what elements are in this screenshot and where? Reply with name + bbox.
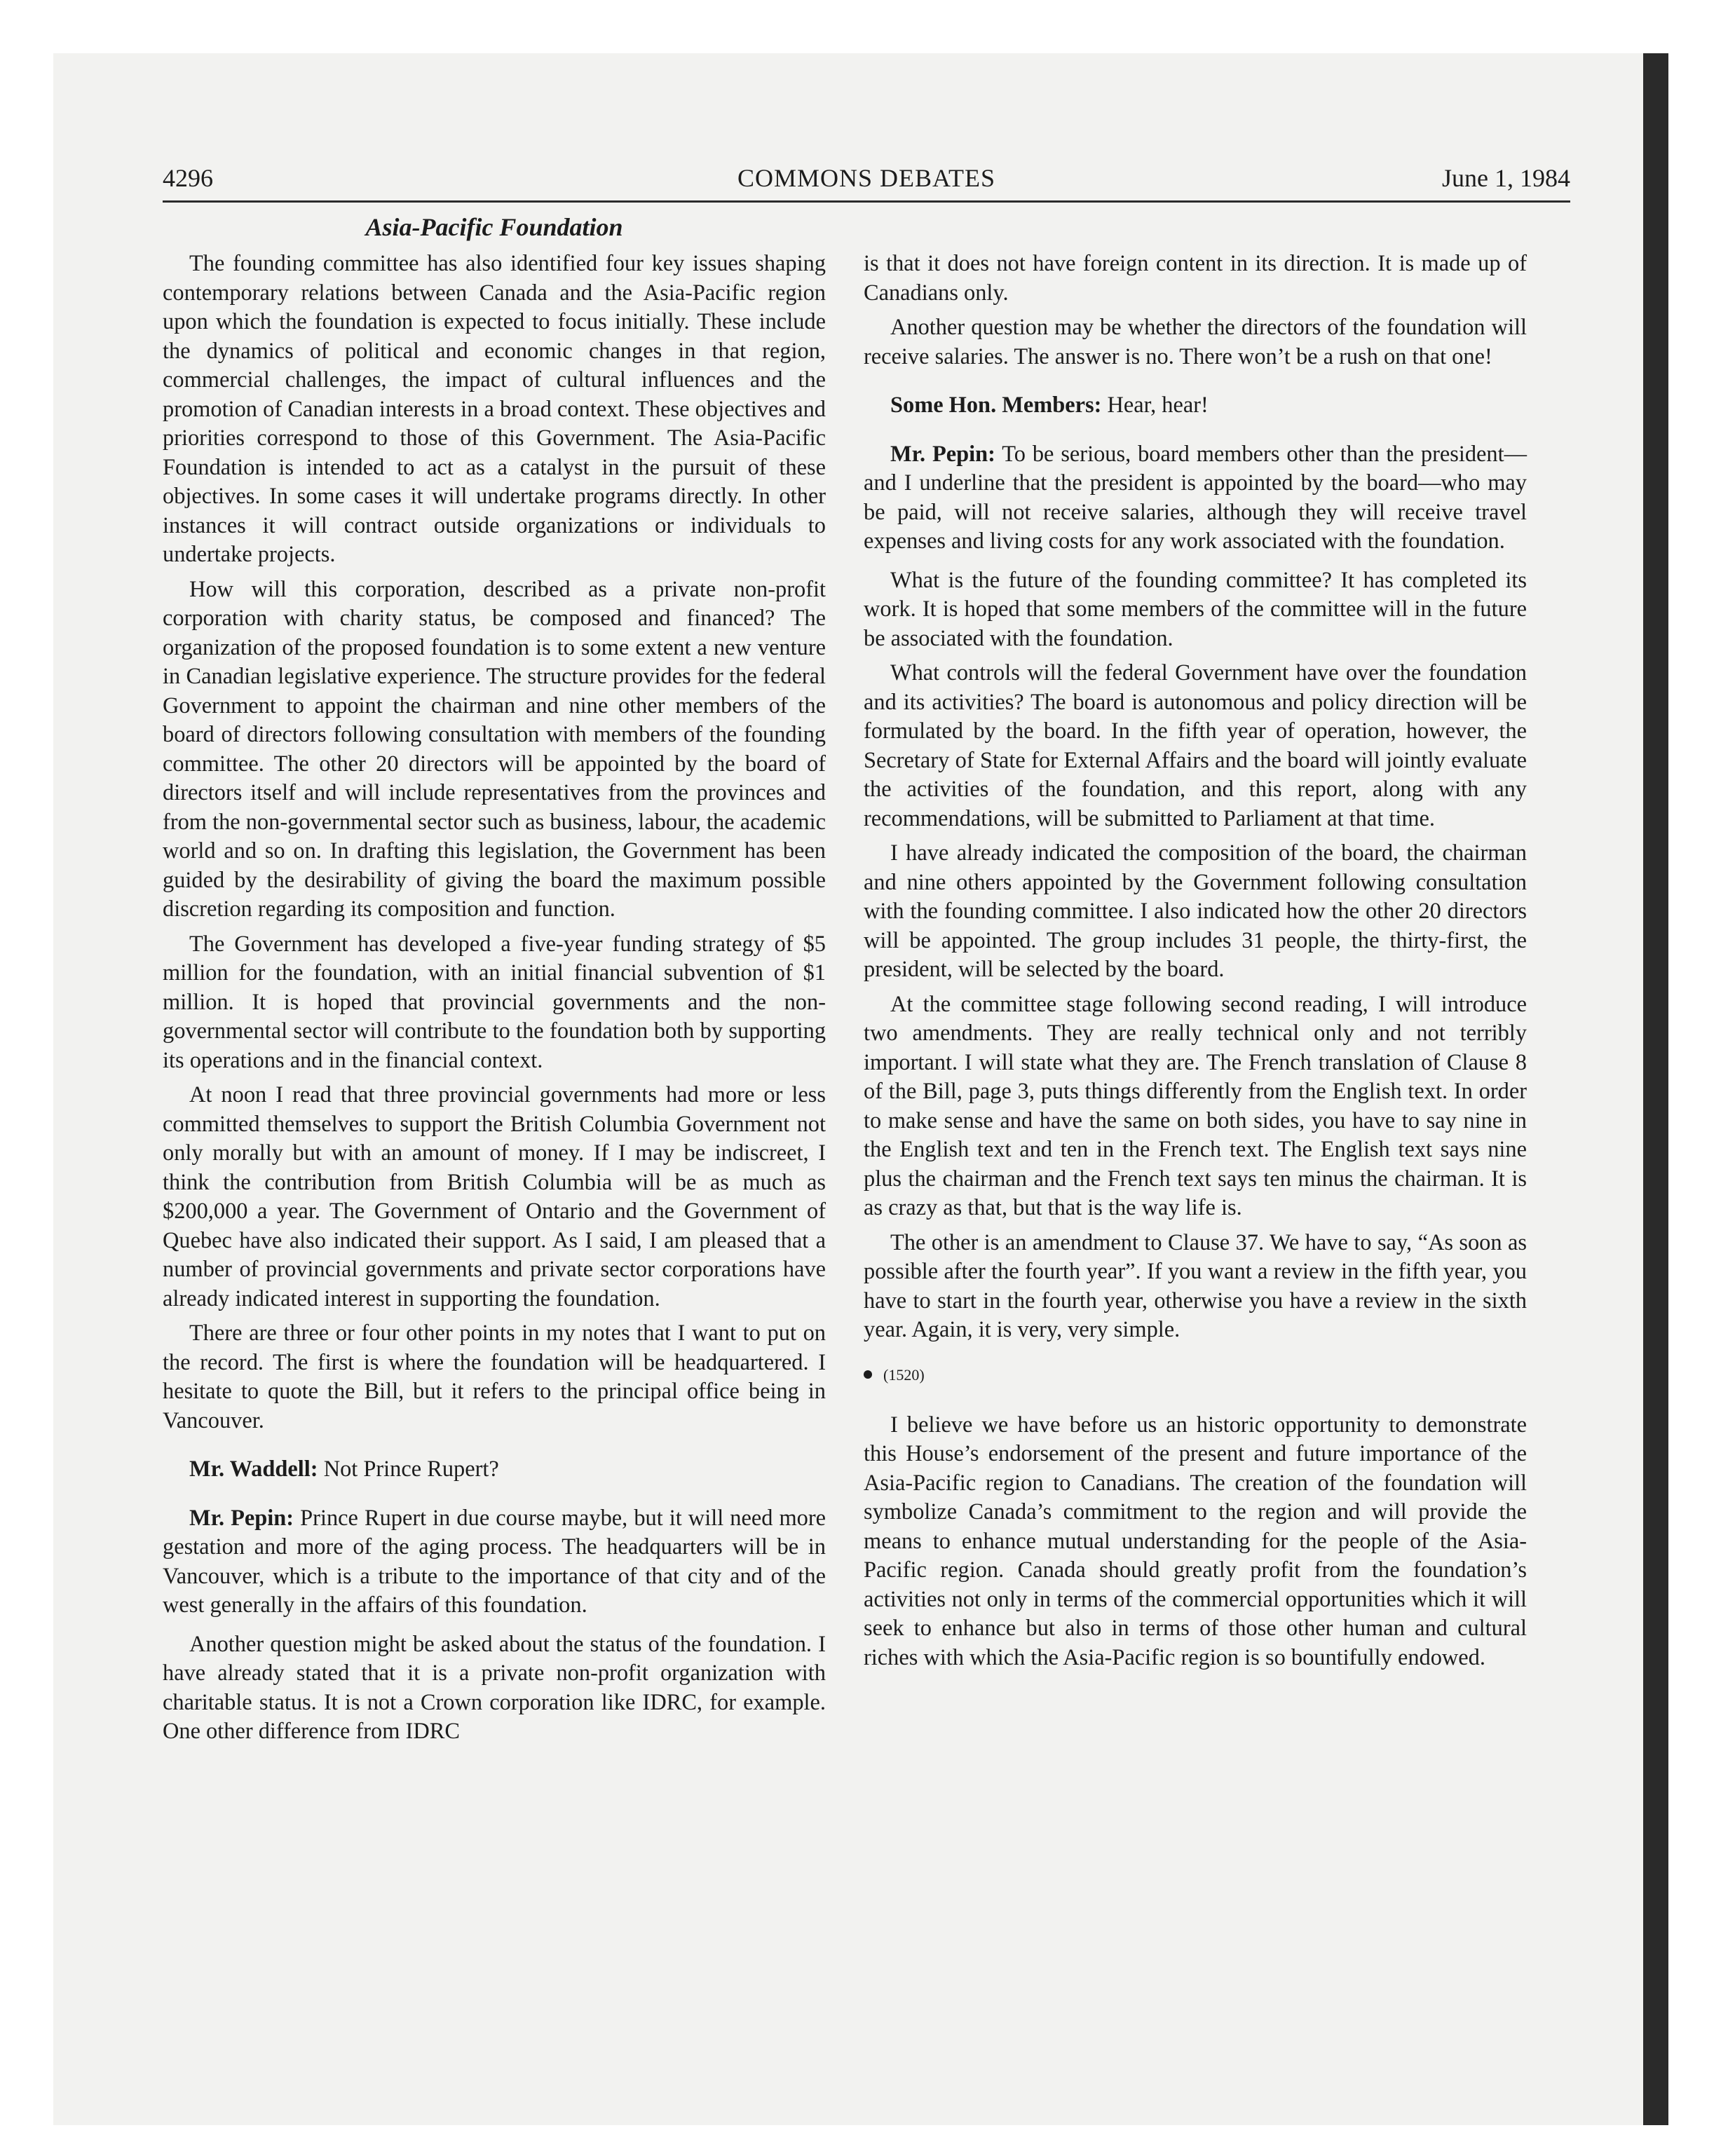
speaker-name: Mr. Pepin: [189, 1505, 294, 1531]
running-title: COMMONS DEBATES [737, 164, 996, 192]
body-paragraph: At the committee stage following second reading, I will introduce two amendments. They are really technical only and not terribly important. I will state what they are. The French translation of Clause 8 of the Bill, page 3, puts things differently from the English text. In order to make sense and have the same on both sides, you have to say nine in the English text and ten in the French text. The English text says nine plus the chairman and the French text says ten minus the chairman. It is as crazy as that, but that is the way life is. [864, 991, 1527, 1220]
body-paragraph: What is the future of the founding committee? It has completed its work. It is hoped that some members of the committee will in the future be associated with the foundation. [864, 567, 1527, 651]
body-paragraph: Another question might be asked about the status of the foundation. I have already stated that it is a private non-profit organization with charitable status. It is not a Crown corporation like IDRC, for example. One other difference from IDRC [163, 1631, 826, 1744]
speech-text: To be serious, board members other than the president—and I underline that the president is appointed by the board—who may be paid, will not receive salaries, although they will receive travel expenses and living costs for any work associated with the foundation. [864, 441, 1527, 554]
time-marker [864, 1365, 1527, 1386]
body-paragraph: Another question may be whether the directors of the foundation will receive salaries. The answer is no. There won’t be a rush on that one! [864, 315, 1527, 369]
body-paragraph: The other is an amendment to Clause 37. We have to say, “As soon as possible after the fourth year”. If you want a review in the fifth year, you have to start in the fourth year, otherwise you have a review in the sixth year. Again, it is very, very simple. [864, 1229, 1527, 1342]
speech-paragraph [163, 1504, 826, 1621]
body-paragraph: There are three or four other points in my notes that I want to put on the record. The first is where the foundation will be headquartered. I hesitate to quote the Bill, but it refers to the principal office being in Vancouver. [163, 1321, 826, 1433]
speech-paragraph [864, 440, 1527, 557]
time-marker-text: (1520) [883, 1365, 925, 1384]
body-paragraph: I believe we have before us an historic opportunity to demonstrate this House’s endorsement of the present and future importance of the Asia-Pacific region to Canadians. The creation of the foundation will symbolize Canada’s commitment to the region and will provide the means to enhance mutual understanding for the people of the Asia-Pacific region. Canada should greatly profit from the foundation’s activities not only in terms of the commercial opportunities which it will seek to enhance but also in terms of those other human and cultural riches with which the Asia-Pacific region is so bountifully endowed. [864, 1412, 1527, 1670]
speaker-name: Mr. Waddell: [189, 1456, 318, 1482]
body-paragraph: The Government has developed a five-year funding strategy of $5 million for the foundation, with an initial financial subvention of $1 million. It is hoped that provincial governments and the non-governmental sector will contribute to the foundation both by supporting its operations and in the financial context. [163, 931, 826, 1073]
page-number: 4296 [163, 164, 213, 192]
body-paragraph: The founding committee has also identified four key issues shaping contemporary relations between Canada and the Asia-Pacific region upon which the foundation is expected to focus initially. These include the dynamics of political and economic changes in that region, commercial challenges, the impact of cultural influences and the promotion of Canadian interests in a broad context. These objectives and priorities correspond to those of this Government. The Asia-Pacific Foundation is intended to act as a catalyst in the pursuit of these objectives. In some cases it will undertake programs directly. In other instances it will contract outside organizations or individuals to undertake projects. [163, 251, 826, 567]
scan-edge-shadow [1643, 53, 1668, 2125]
section-heading: Asia-Pacific Foundation [365, 213, 623, 241]
speech-paragraph [163, 1455, 826, 1485]
body-paragraph: At noon I read that three provincial governments had more or less committed themselves to support the British Columbia Government not only morally but with an amount of money. If I may be indiscreet, I think the contribution from British Columbia will be as much as $200,000 a year. The Government of Ontario and the Government of Quebec have also indicated their support. As I said, I am pleased that a number of provincial governments and private sector corporations have already indicated interest in supporting the foundation. [163, 1082, 826, 1311]
left-column [163, 250, 826, 1752]
speech-text: Hear, hear! [1107, 393, 1209, 418]
body-paragraph: What controls will the federal Government have over the foundation and its activities? The board is autonomous and policy direction will be formulated by the board. In the fifth year of operation, however, the Secretary of State for External Affairs and the board will jointly evaluate the activities of the foundation, and this report, along with any recommendations, will be submitted to Parliament at that time. [864, 660, 1527, 831]
body-paragraph: How will this corporation, described as a private non-profit corporation with charity status, be composed and financed? The organization of the proposed foundation is to some extent a new venture in Canadian legislative experience. The structure provides for the federal Government to appoint the chairman and nine other members of the board of directors following consultation with members of the founding committee. The other 20 directors will be appointed by the board of directors itself and will include representatives from the provinces and from the non-governmental sector such as business, labour, the academic world and so on. In drafting this legislation, the Government has been guided by the desirability of giving the board the maximum possible discretion regarding its composition and function. [163, 576, 826, 922]
speech-paragraph [864, 391, 1527, 421]
page-date: June 1, 1984 [1442, 164, 1570, 192]
right-column [864, 250, 1527, 1678]
body-paragraph: I have already indicated the composition of the board, the chairman and nine others appointed by the Government following consultation with the founding committee. I also indicated how the other 20 directors will be appointed. The group includes 31 people, the thirty-first, the president, will be selected by the board. [864, 840, 1527, 982]
speaker-name: Mr. Pepin: [890, 441, 995, 467]
speech-text: Prince Rupert in due course maybe, but it will need more gestation and more of the aging process. The headquarters will be in Vancouver, which is a tribute to the importance of that city and of the west generally in the affairs of this foundation. [163, 1505, 826, 1618]
page-header [163, 158, 1570, 203]
bullet-icon [864, 1370, 872, 1379]
body-paragraph: is that it does not have foreign content in its direction. It is made up of Canadians only. [864, 251, 1527, 306]
speaker-name: Some Hon. Members: [890, 393, 1102, 418]
speech-text: Not Prince Rupert? [323, 1456, 499, 1482]
